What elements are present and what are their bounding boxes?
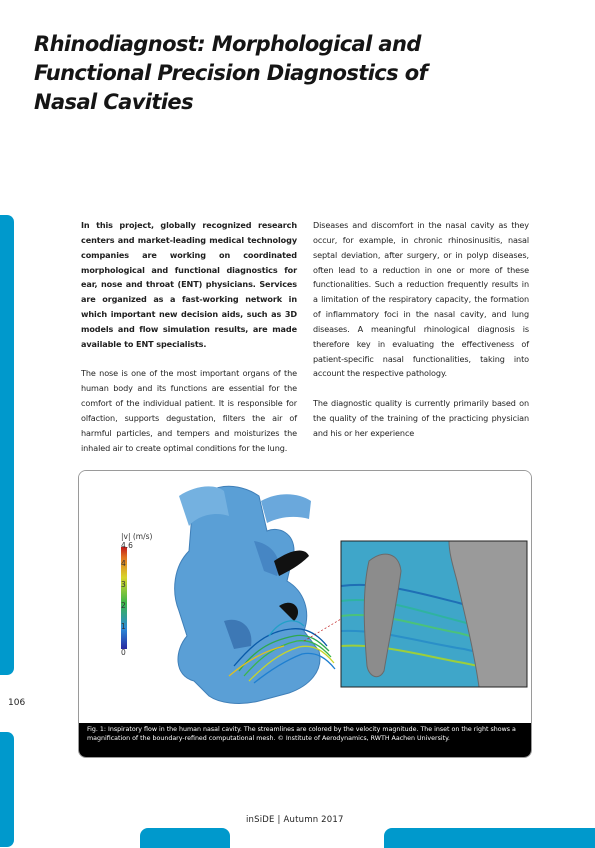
accent-side-bar-upper (0, 215, 14, 675)
title-line-3: Nasal Cavities (34, 90, 193, 114)
article-title (34, 30, 454, 117)
title-line-1: Rhinodiagnost: Morphological and (34, 32, 421, 56)
colorbar-tick: 2 (121, 601, 126, 610)
footer-publication: inSiDE | Autumn 2017 (246, 815, 344, 825)
text-column-left (81, 218, 297, 470)
body-paragraph-1: The nose is one of the most important organs of the human body and its functions are essential for the comfort of the individual patient. It is responsible for olfaction, supports degustation, filters the air of harmful particles, and tempers and moisturizes the inhaled air to create optimal conditions for the lung. (81, 368, 297, 453)
body-paragraph-2: The diagnostic quality is currently primarily based on the quality of the training of the practicing physician and his or her experience (313, 398, 529, 438)
lead-paragraph: In this project, globally recognized research centers and market-leading medical technology companies are working on coordinated morphological and functional diagnostics for ear, nose and throat (ENT) physicians. Services are organized as a fast-working network in which important new decision aids, such as 3D models and flow simulation results, are made available to ENT specialists. (81, 220, 297, 349)
figure-caption: Fig. 1: Inspiratory flow in the human nasal cavity. The streamlines are colored by the velocity magnitude. The inset on the right shows a magnification of the boundary-refined computational mesh. © Institute of Aerodynamics, RWTH Aachen University. (79, 723, 531, 757)
nasal-flow-visualization (79, 471, 531, 723)
text-column-right (313, 218, 529, 456)
title-line-2: Functional Precision Diagnostics of (34, 61, 428, 85)
accent-side-bar-lower (0, 732, 14, 847)
footer-accent-bar-right (384, 828, 595, 848)
footer-accent-bar-left (140, 828, 230, 848)
colorbar-tick: 4.6 (121, 541, 133, 550)
colorbar-title: |v| (m/s) (121, 532, 153, 541)
page-number: 106 (8, 698, 26, 708)
body-paragraph-1-cont: Diseases and discomfort in the nasal cavity as they occur, for example, in chronic rhinosinusitis, nasal septal deviation, after surgery, or in polyp diseases, often lead to a reduction in one or more of these functionalities. Such a reduction frequently results in a limitation of the respiratory capacity, the formation of inflammatory foci in the nasal cavity, and lung diseases. A meaningful rhinological diagnosis is therefore key in evaluating the effectiveness of patient-specific nasal functionalities, taking into account the respective pathology. (313, 220, 529, 379)
colorbar-tick: 3 (121, 580, 126, 589)
figure-1 (78, 470, 532, 758)
colorbar-tick: 4 (121, 559, 126, 568)
colorbar-tick: 1 (121, 622, 126, 631)
colorbar-tick: 0 (121, 648, 126, 657)
